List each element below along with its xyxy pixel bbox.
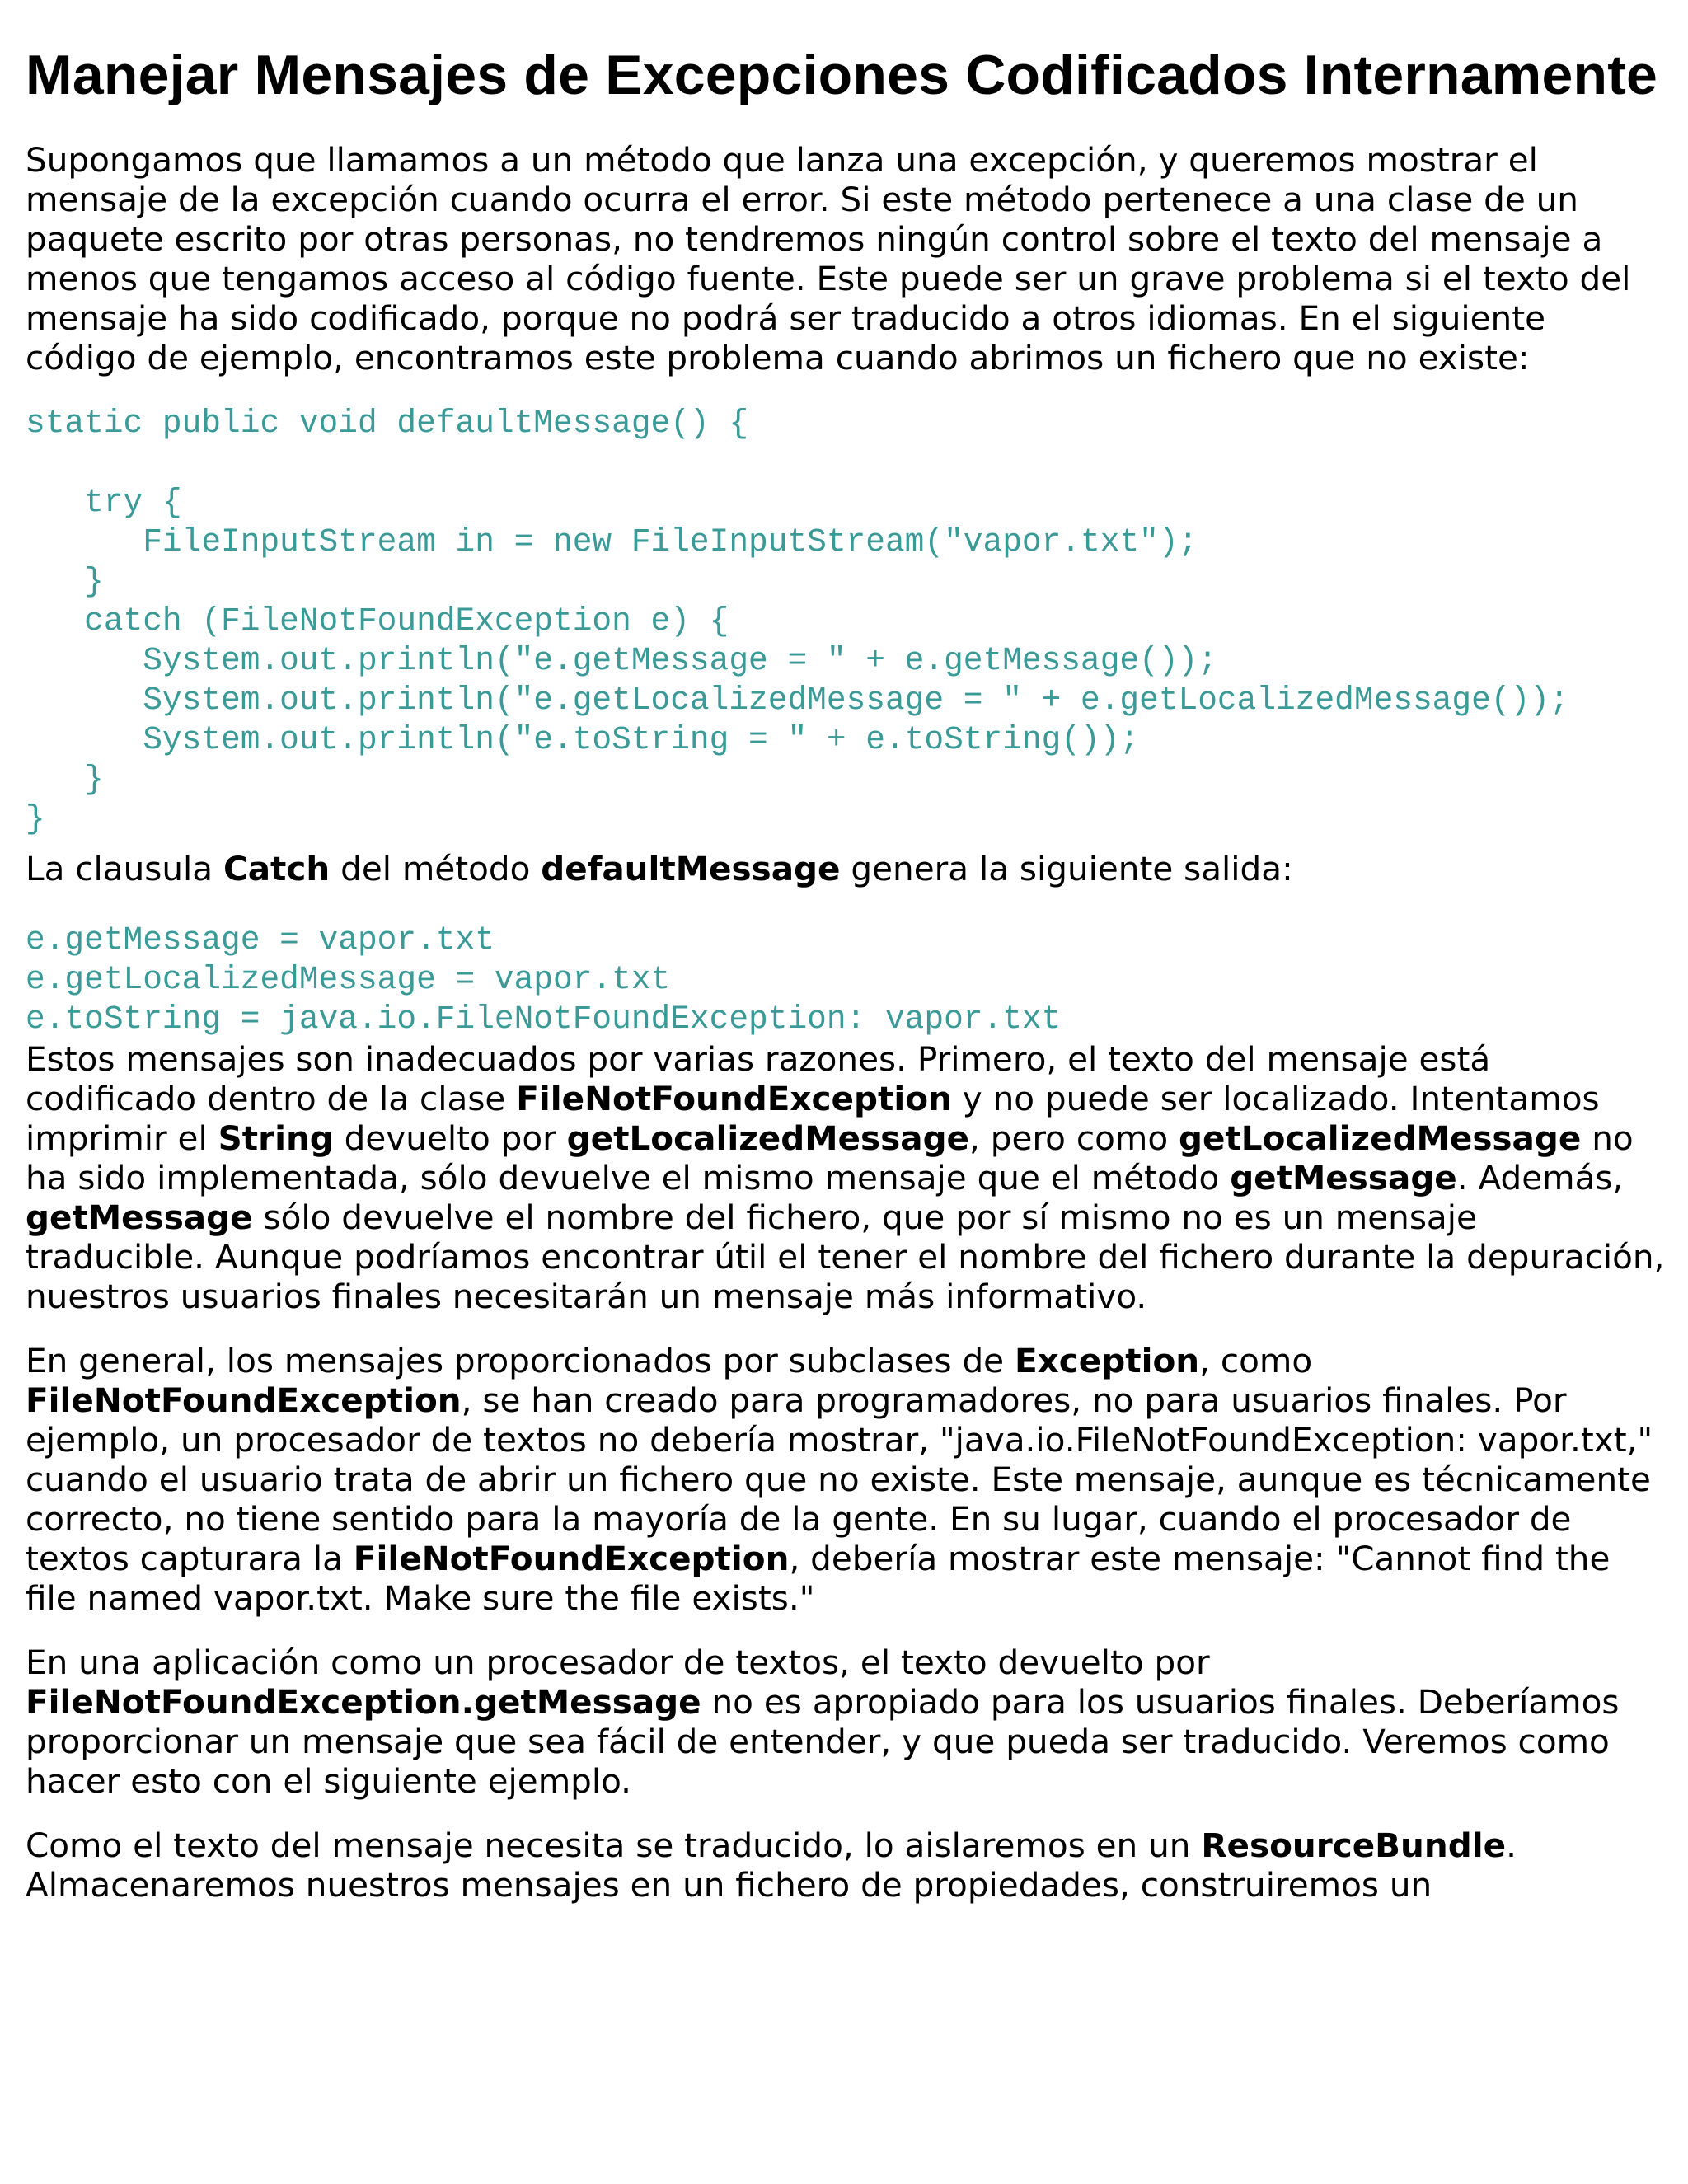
output-example-block: e.getMessage = vapor.txt e.getLocalizedMessage = vapor.txt e.toString = java.io.FileNotFoundException: vapor.txt bbox=[26, 921, 1062, 1038]
bold-term: getMessage bbox=[1230, 1158, 1457, 1197]
page-title: Manejar Mensajes de Excepciones Codificados Internamente bbox=[26, 44, 1658, 106]
text-run: Como el texto del mensaje necesita se traducido, lo aislaremos en un bbox=[26, 1825, 1202, 1865]
intro-paragraph: Supongamos que llamamos a un método que lanza una excepción, y queremos mostrar el mensaje de la excepción cuando ocurra el error. Si este método pertenece a una clase de un paquete escrito por otras personas, no tendremos ningún control sobre el texto del mensaje a menos que tengamos acceso al código fuente. Este puede ser un grave problema si el texto del mensaje ha sido codificado, porque no podrá ser traducido a otros idiomas. En el siguiente código de ejemplo, encontramos este problema cuando abrimos un fichero que no existe: bbox=[26, 140, 1631, 377]
text-run: , se han creado para programadores, no para usuarios finales. Por ejemplo, un procesador de textos no debería mostrar, "java.io.FileNotFoundException: vapor.txt," cuando el usuario trata de abrir un fichero que no existe. Este mensaje, aunque es técnicamente correcto, no tiene sentido para la mayoría de la gente. En su lugar, cuando el procesador de textos capturara la bbox=[26, 1380, 1653, 1578]
bold-term: FileNotFoundException bbox=[353, 1539, 790, 1578]
bold-term: ResourceBundle bbox=[1201, 1825, 1507, 1865]
text-run: del método bbox=[330, 849, 542, 888]
catch-output-paragraph bbox=[26, 849, 1666, 888]
text-run: Estos mensajes son inadecuados por varias razones. Primero, el texto del mensaje está codificado dentro de la clase bbox=[26, 1039, 1491, 1118]
text-run: sólo devuelve el nombre del fichero, que por sí mismo no es un mensaje traducible. Aunque podríamos encontrar útil el tener el nombre del fichero durante la depuración, nuestros usuarios finales necesitarán un mensaje más informativo. bbox=[26, 1197, 1665, 1316]
text-run: no es apropiado para los usuarios finales. Deberíamos proporcionar un mensaje que sea fácil de entender, y que pueda ser traducido. Veremos como hacer esto con el siguiente ejemplo. bbox=[26, 1682, 1620, 1801]
resource-paragraph bbox=[26, 1825, 1666, 1905]
bold-term: String bbox=[218, 1118, 334, 1158]
bold-term: FileNotFoundException bbox=[26, 1380, 462, 1420]
bold-term: defaultMessage bbox=[541, 849, 841, 888]
text-run: devuelto por bbox=[333, 1118, 567, 1158]
text-run: , como bbox=[1199, 1341, 1313, 1380]
reasons-paragraph bbox=[26, 1039, 1666, 1316]
text-run: . Almacenaremos nuestros mensajes en un fichero de propiedades, construiremos un bbox=[26, 1825, 1517, 1905]
application-paragraph bbox=[26, 1643, 1666, 1801]
text-run: no ha sido implementada, sólo devuelve el mismo mensaje que el método bbox=[26, 1118, 1634, 1197]
code-example-block: static public void defaultMessage() { try { FileInputStream in = new FileInputStream("vapor.txt"); } catch (FileNotFoundException e) { System.out.println("e.getMessage = " + e.getMessage()); System.out.println("e.getLocalizedMessage = " + e.getLocalizedMessage()); System.out.println("e.toString = " + e.toString()); } } bbox=[26, 405, 1569, 837]
document-page bbox=[26, 41, 1666, 1905]
text-run: y no puede ser localizado. Intentamos imprimir el bbox=[26, 1079, 1600, 1158]
text-run: , debería mostrar este mensaje: "Cannot find the file named vapor.txt. Make sure the file exists." bbox=[26, 1539, 1611, 1618]
text-run: , pero como bbox=[969, 1118, 1179, 1158]
bold-term: getLocalizedMessage bbox=[1178, 1118, 1582, 1158]
bold-term: FileNotFoundException bbox=[516, 1079, 952, 1118]
text-run: En una aplicación como un procesador de textos, el texto devuelto por bbox=[26, 1643, 1210, 1682]
bold-term: Exception bbox=[1014, 1341, 1200, 1380]
general-paragraph bbox=[26, 1341, 1666, 1618]
bold-term: FileNotFoundException.getMessage bbox=[26, 1682, 701, 1722]
bold-term: Catch bbox=[223, 849, 331, 888]
text-run: La clausula bbox=[26, 849, 223, 888]
text-run: . Además, bbox=[1456, 1158, 1624, 1197]
text-run: En general, los mensajes proporcionados por subclases de bbox=[26, 1341, 1015, 1380]
bold-term: getLocalizedMessage bbox=[566, 1118, 970, 1158]
bold-term: getMessage bbox=[26, 1197, 253, 1237]
text-run: genera la siguiente salida: bbox=[840, 849, 1293, 888]
